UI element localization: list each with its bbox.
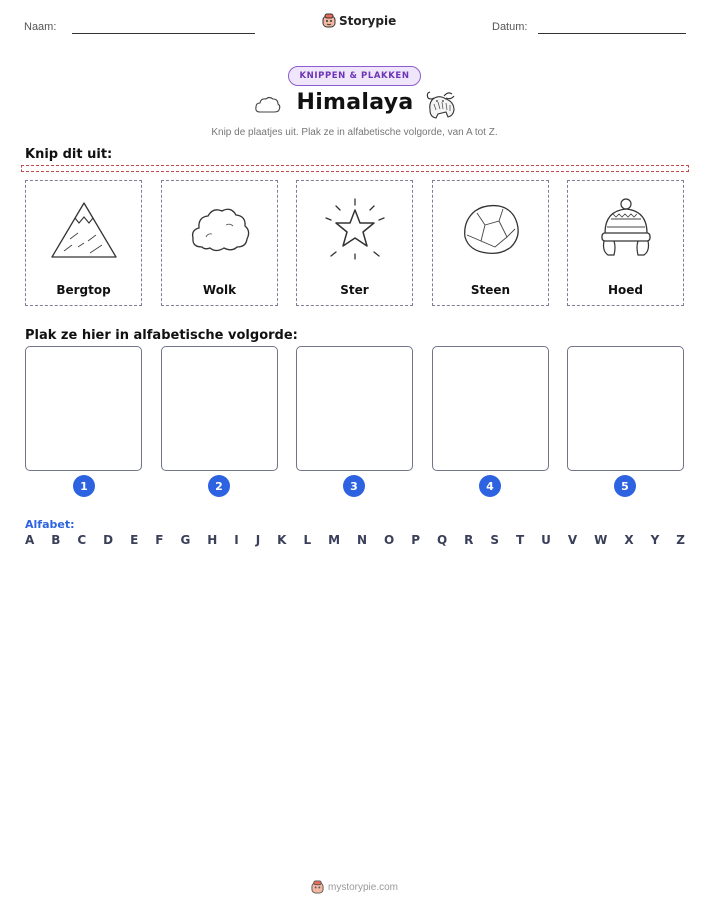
rock-icon <box>459 201 523 257</box>
alphabet-letter: G <box>180 533 191 547</box>
slot-number-2: 2 <box>208 475 230 497</box>
cut-line <box>21 165 689 172</box>
name-label: Naam: <box>24 21 57 33</box>
activity-badge: KNIPPEN & PLAKKEN <box>288 66 421 86</box>
brand-logo <box>322 13 396 28</box>
card-label: Steen <box>470 283 511 297</box>
alphabet-letter: S <box>490 533 499 547</box>
alphabet-letter: X <box>624 533 634 547</box>
alphabet-letter: V <box>567 533 578 547</box>
cutout-card-wolk[interactable] <box>161 180 278 306</box>
cutout-card-hoed[interactable] <box>567 180 684 306</box>
slot-number-3: 3 <box>343 475 365 497</box>
star-icon <box>322 196 388 262</box>
alphabet-letter: R <box>464 533 474 547</box>
alphabet-letter: I <box>234 533 239 547</box>
date-line[interactable] <box>538 33 686 34</box>
page-title: Himalaya <box>296 90 414 115</box>
alphabet-letter: N <box>357 533 368 547</box>
alphabet-letter: Q <box>436 533 448 547</box>
alphabet-letter: D <box>103 533 114 547</box>
card-label: Hoed <box>607 283 643 297</box>
paste-heading: Plak ze hier in alfabetische volgorde: <box>25 328 298 343</box>
storypie-mascot-icon <box>311 880 324 894</box>
instructions: Knip de plaatjes uit. Plak ze in alfabetische volgorde, van A tot Z. <box>211 127 498 138</box>
alphabet-label: Alfabet: <box>25 518 75 531</box>
cloud-icon <box>254 95 282 115</box>
slot-number-1: 1 <box>73 475 95 497</box>
cutout-card-steen[interactable] <box>432 180 549 306</box>
footer-url[interactable]: mystorypie.com <box>327 881 398 893</box>
card-label: Wolk <box>202 283 237 297</box>
slot-number-4: 4 <box>479 475 501 497</box>
alphabet-letter: T <box>515 533 525 547</box>
alphabet-letter: L <box>303 533 312 547</box>
alphabet-letter: A <box>25 533 35 547</box>
mountain-icon <box>48 197 120 261</box>
alphabet-letter: W <box>594 533 608 547</box>
paste-slot-4[interactable] <box>432 346 549 471</box>
cut-heading: Knip dit uit: <box>25 147 113 162</box>
brand-name: Storypie <box>339 13 397 28</box>
alphabet-letter: E <box>130 533 139 547</box>
card-label: Bergtop <box>56 283 111 297</box>
alphabet-letter: O <box>384 533 395 547</box>
alphabet-letter: F <box>155 533 164 547</box>
paste-slot-5[interactable] <box>567 346 684 471</box>
date-label: Datum: <box>492 21 528 33</box>
cutout-card-bergtop[interactable] <box>25 180 142 306</box>
name-line[interactable] <box>72 33 255 34</box>
cloud-icon <box>188 203 252 255</box>
alphabet-letter: K <box>277 533 287 547</box>
alphabet-letter: M <box>328 533 341 547</box>
paste-slot-1[interactable] <box>25 346 142 471</box>
storypie-mascot-icon <box>322 13 336 28</box>
paste-slot-3[interactable] <box>296 346 413 471</box>
cutout-card-ster[interactable] <box>296 180 413 306</box>
alphabet-letter: P <box>411 533 420 547</box>
alphabet-letter: H <box>207 533 218 547</box>
yak-icon <box>424 90 458 120</box>
footer <box>0 880 709 894</box>
slot-number-5: 5 <box>614 475 636 497</box>
alphabet-letter: C <box>77 533 87 547</box>
card-label: Ster <box>340 283 369 297</box>
alphabet-letter: U <box>541 533 551 547</box>
alphabet-row <box>25 533 685 547</box>
paste-slot-2[interactable] <box>161 346 278 471</box>
beanie-hat-icon <box>596 197 656 261</box>
alphabet-letter: Z <box>676 533 685 547</box>
alphabet-letter: J <box>255 533 261 547</box>
alphabet-letter: B <box>51 533 61 547</box>
alphabet-letter: Y <box>650 533 660 547</box>
